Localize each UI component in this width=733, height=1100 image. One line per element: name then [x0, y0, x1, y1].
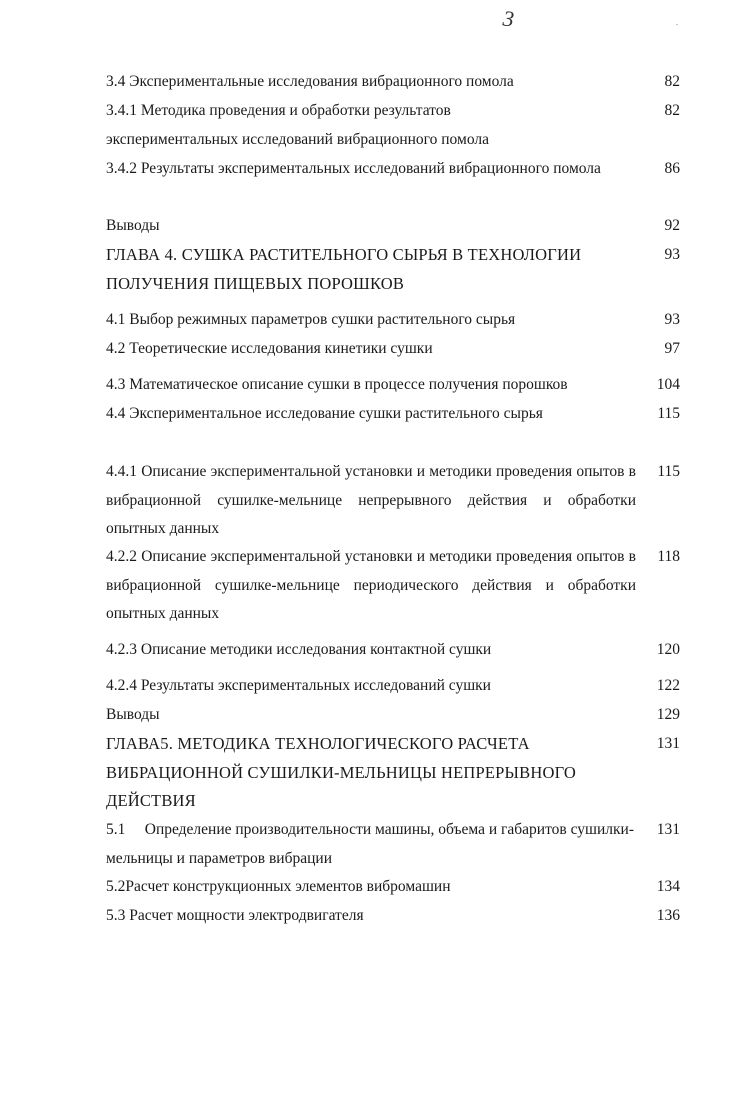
toc-entry-text: 4.1 Выбор режимных параметров сушки растительного сырья — [106, 311, 516, 328]
toc-entry-page: 97 — [664, 340, 680, 357]
toc-entry-text: 5.1 Определение производительности машины, объема и габаритов сушилки-мельницы и параметров вибрации — [106, 821, 634, 867]
toc-entry-text: 3.4 Экспериментальные исследования вибрационного помола — [106, 73, 514, 90]
toc-entry-page: 92 — [664, 217, 680, 234]
toc-entry-text: ГЛАВА5. МЕТОДИКА ТЕХНОЛОГИЧЕСКОГО РАСЧЕТА ВИБРАЦИОННОЙ СУШИЛКИ-МЕЛЬНИЦЫ НЕПРЕРЫВНОГО ДЕЙСТВИЯ — [106, 734, 577, 810]
toc-entry-page: 131 — [656, 735, 680, 752]
toc-entry-text: 4.4.1 Описание экспериментальной установки и методики проведения опытов в вибрационной сушилке-мельнице непрерывного действия и обработки опытных данных — [106, 463, 636, 537]
toc-entry-page: 93 — [664, 246, 680, 263]
toc-entry-text: 4.2.4 Результаты экспериментальных исследований сушки — [106, 677, 491, 694]
toc-entry-page: 82 — [664, 73, 680, 90]
toc-entry-page: 115 — [657, 463, 680, 480]
toc-entry-text: Выводы — [106, 706, 160, 723]
toc-entry-page: 104 — [656, 376, 680, 393]
toc-entry-text: 4.2.3 Описание методики исследования контактной сушки — [106, 641, 492, 658]
toc-entry-text: 3.4.2 Результаты экспериментальных исследований вибрационного помола — [106, 160, 601, 177]
toc-entry-text: 4.3 Математическое описание сушки в процессе получения порошков — [106, 376, 568, 393]
toc-entry-page: 120 — [656, 641, 680, 658]
toc-entry-text: 4.2 Теоретические исследования кинетики сушки — [106, 340, 433, 357]
toc-entry-page: 134 — [656, 878, 680, 895]
toc-entry-text: Выводы — [106, 217, 160, 234]
toc-entry-page: 82 — [664, 102, 680, 119]
toc-entry-text: 5.2Расчет конструкционных элементов вибромашин — [106, 878, 451, 895]
toc-entry-page: 86 — [664, 160, 680, 177]
toc-entry-text: 5.3 Расчет мощности электродвигателя — [106, 907, 364, 924]
toc-entry-text: 4.4 Экспериментальное исследование сушки растительного сырья — [106, 405, 543, 422]
page-number-handwritten: 3 — [501, 5, 516, 32]
toc-entry-text: ГЛАВА 4. СУШКА РАСТИТЕЛЬНОГО СЫРЬЯ В ТЕХНОЛОГИИ ПОЛУЧЕНИЯ ПИЩЕВЫХ ПОРОШКОВ — [106, 245, 582, 293]
toc-entry-page: 136 — [656, 907, 680, 924]
toc-entry-page: 129 — [656, 706, 680, 723]
toc-entry-page: 93 — [664, 311, 680, 328]
toc-entry-text: 3.4.1 Методика проведения и обработки результатов экспериментальных исследований вибрационного помола — [106, 102, 489, 148]
corner-mark: . — [676, 18, 678, 27]
toc-entry-page: 115 — [657, 405, 680, 422]
toc-entry-text: 4.2.2 Описание экспериментальной установки и методики проведения опытов в вибрационной сушилке-мельнице периодического действия и обработки опытных данных — [106, 548, 636, 622]
toc-entry-page: 122 — [656, 677, 680, 694]
toc-entry-page: 131 — [656, 821, 680, 838]
toc-entry-page: 118 — [657, 548, 680, 565]
